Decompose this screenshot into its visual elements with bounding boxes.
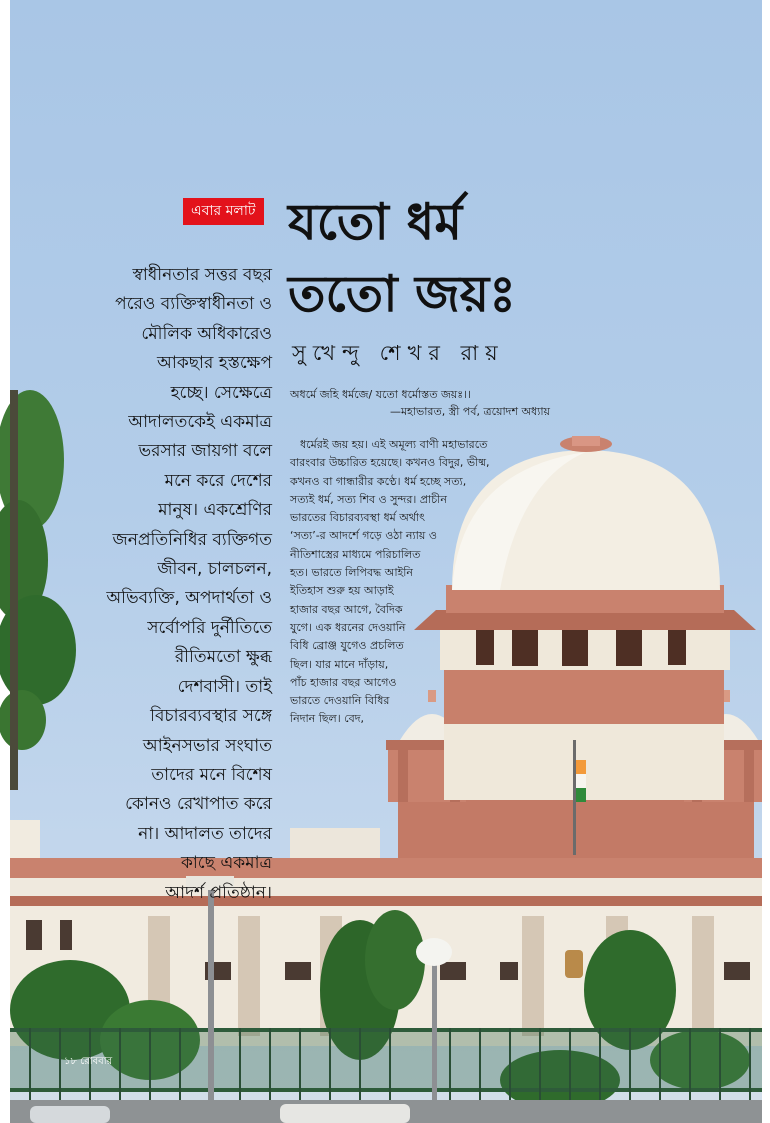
epigraph-source: —মহাভারত, স্ত্রী পর্ব, ত্রয়োদশ অধ্যায়: [389, 405, 550, 418]
intro-line: না। আদালত তাদের: [138, 823, 272, 844]
intro-line: তাদের মনে বিশেষ: [151, 764, 272, 785]
intro-line: অভিব্যক্তি, অপদার্থতা ও: [106, 588, 272, 609]
headline-line: যতো ধর্ম: [288, 193, 463, 251]
epigraph: [290, 386, 550, 420]
intro-line: বিচারব্যবস্থার সঙ্গে: [150, 706, 272, 727]
intro-line: আকছার হস্তক্ষেপ: [156, 353, 272, 374]
body-line: সত্যই ধর্ম, সত্য শিব ও সুন্দর। প্রাচীন: [290, 492, 447, 506]
intro-line: মৌলিক অধিকারেও: [141, 323, 272, 344]
intro-line: মানুষ। একশ্রেণির: [158, 500, 272, 521]
body-line: ভারতের বিচারব্যবস্থা ধর্ম অর্থাৎ: [290, 511, 425, 525]
headline: [288, 186, 588, 330]
body-line: কখনও বা গান্ধারীর কণ্ঠে। ধর্ম হচ্ছে সত্য,: [290, 474, 467, 488]
headline-line: ততো জয়ঃ: [288, 265, 516, 323]
body-line: ভারতে দেওয়ানি বিধির: [290, 694, 390, 708]
section-tag: এবার মলাট: [183, 198, 264, 225]
intro-line: রীতিমতো ক্ষুব্ধ: [174, 647, 272, 668]
body-line: নীতিশাস্ত্রের মাধ্যমে পরিচালিত: [290, 547, 421, 561]
intro-line: হচ্ছে। সেক্ষেত্রে: [170, 382, 272, 403]
intro-pullquote: [20, 261, 272, 908]
intro-line: পরেও ব্যক্তিস্বাধীনতা ও: [115, 294, 272, 315]
intro-line: মনে করে দেশের: [164, 470, 272, 491]
intro-line: আদর্শ প্রতিষ্ঠান।: [165, 882, 272, 903]
body-line: ধর্মেরই জয় হয়। এই অমূল্য বাণী মহাভারতে: [300, 438, 488, 451]
author-byline: সুখেন্দু শেখর রায়: [292, 341, 505, 365]
intro-line: জনপ্রতিনিধির ব্যক্তিগত: [112, 529, 272, 550]
intro-line: কাছে একমাত্র: [180, 853, 272, 874]
intro-line: স্বাধীনতার সত্তর বছর: [132, 265, 272, 285]
epigraph-verse: অধর্মে জহি ধর্মজে/ যতো ধর্মোস্তত জয়ঃ।।: [290, 388, 472, 401]
intro-line: দেশবাসী। তাই: [177, 676, 272, 697]
body-line: ছিল। যার মানে দাঁড়ায়,: [290, 657, 389, 671]
body-line: বিধি ব্রোঞ্জ যুগেও প্রচলিত: [290, 639, 404, 653]
intro-line: আদালতকেই একমাত্র: [128, 412, 272, 433]
page-folio: ১৮ রোববার: [64, 1056, 113, 1067]
intro-line: জীবন, চালচলন,: [157, 559, 272, 580]
article-body: [290, 436, 512, 729]
body-line: হাজার বছর আগে, বৈদিক: [290, 602, 403, 616]
body-line: বারংবার উচ্চারিত হয়েছে। কখনও বিদুর, ভীষ্ম,: [290, 456, 490, 470]
body-line: পাঁচ হাজার বছর আগেও: [290, 675, 397, 689]
intro-line: ভরসার জায়গা বলে: [138, 441, 272, 462]
intro-line: কোনও রেখাপাত করে: [125, 794, 272, 815]
intro-line: আইনসভার সংঘাত: [142, 735, 272, 756]
body-line: যুগে। এক ধরনের দেওয়ানি: [290, 620, 406, 634]
body-line: হত। ভারতে লিপিবদ্ধ আইনি: [290, 566, 413, 580]
body-line: নিদান ছিল। বেদ,: [290, 712, 365, 726]
body-line: ইতিহাস শুরু হয় আড়াই: [290, 584, 394, 598]
intro-line: সর্বোপরি দুর্নীতিতে: [147, 617, 272, 638]
body-line: ‘সত্য’-র আদর্শে গড়ে ওঠা ন্যায় ও: [290, 529, 437, 543]
